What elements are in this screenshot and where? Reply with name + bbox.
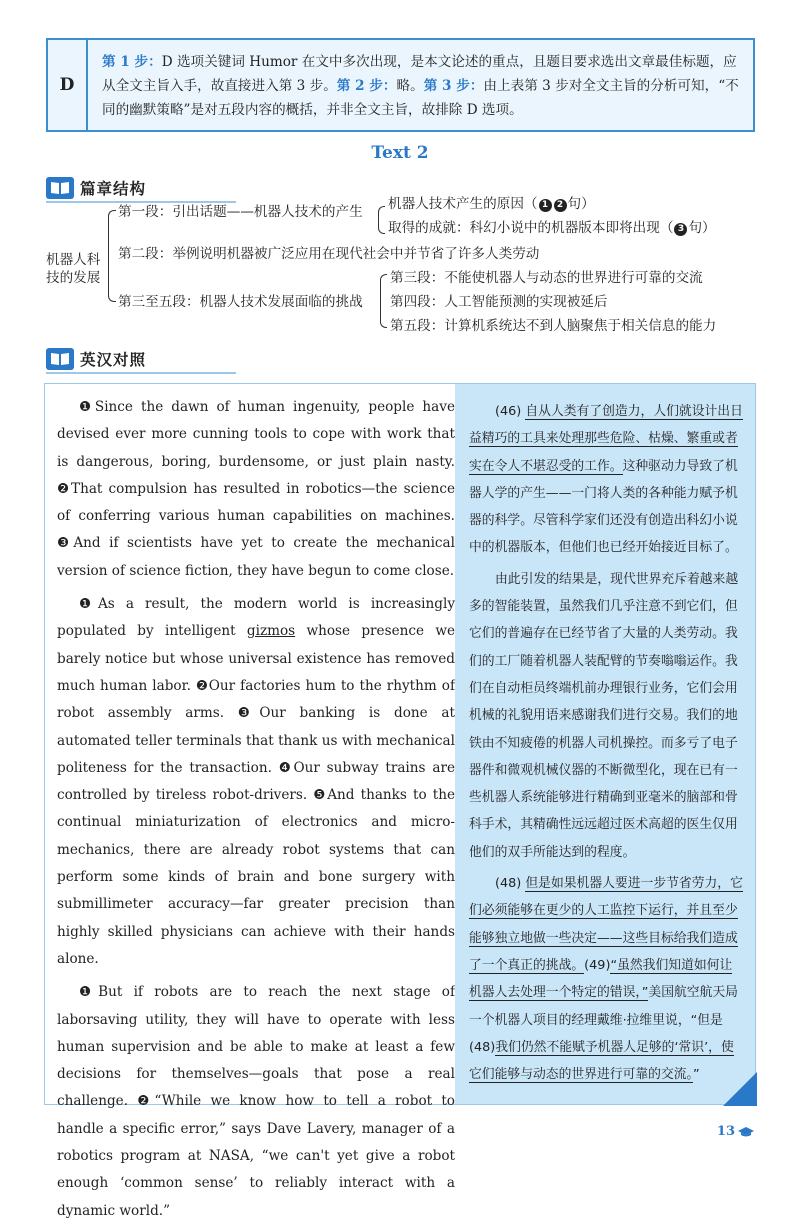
option-d-analysis-text	[88, 40, 753, 130]
english-paragraph-1: ❶Since the dawn of human ingenuity, people have devised ever more cunning tools to cope with work that is dangerous, boring, burdensome, or just plain nasty. ❷That compulsion has resulted in robotics—the science of conferring various human capabilities on machines. ❸And if scientists have yet to create the mechanical version of science fiction, they have begun to come close.	[57, 399, 455, 579]
page-number	[717, 1124, 754, 1139]
brace-main	[108, 210, 116, 302]
structure-root-line2: 技的发展	[46, 270, 101, 286]
gizmos-word: gizmos	[246, 623, 296, 640]
structure-para1: 第一段：引出话题——机器人技术的产生	[118, 204, 363, 220]
chinese-paragraph-3: (48) 但是如果机器人要进一步节省劳力，它们必须能够在更少的人工监控下运行，并且至少能够独立地做一些决定——这些目标给我们造成了一个真正的挑战。(49)“虽然我们知道如何让机器人去处理一个特定的错误，”美国航空航天局一个机器人项目的经理戴维·拉维里说，“但是(48)我们仍然不能赋予机器人足够的‘常识’，使它们能够与动态的世界进行可靠的交流。”	[469, 876, 743, 1083]
brace-para3-5	[380, 274, 387, 328]
english-paragraph-3: ❶But if robots are to reach the next stage of laborsaving utility, they will have to operate with less human supervision and be able to make at least a few decisions for themselves—goals that pose a real challenge. ❷“While we know how to tell a robot to handle a specific error,” says Dave Lavery, manager of a robotics program at NASA, “we can't yet give a robot enough ‘common sense’ to reliably interact with a dynamic world.”	[57, 984, 455, 1219]
english-text	[57, 394, 455, 1231]
step3-text: 由上表第 3 步对全文主旨的分析可知，“不同的幽默策略”是对五段内容的概括，并非全文主旨，故排除 D 选项。	[102, 78, 739, 118]
brace-para1	[378, 206, 385, 234]
english-paragraph-2: ❶As a result, the modern world is increasingly populated by intelligent gizmos whose presence we barely notice but whose universal existence has removed much human labor. ❷Our factories hum to the rhythm of robot assembly arms. ❸Our banking is done at automated teller terminals that thank us with mechanical politeness for the transaction. ❹Our subway trains are controlled by tireless robot-drivers. ❺And thanks to the continual miniaturization of electronics and micro-mechanics, there are already robot systems that can perform some kinds of brain and bone surgery with submillimeter accuracy—far greater precision than highly skilled physicians can achieve with their hands alone.	[57, 596, 455, 967]
structure-para3: 第三段：不能使机器人与动态的世界进行可靠的交流	[390, 270, 703, 286]
structure-para1-cause: 机器人技术产生的原因（ 1 2 句）	[388, 196, 595, 212]
step1-text: D 选项关键词 Humor 在文中多次出现，是本文论述的重点，且题目要求选出文章最佳标题，应从全文主旨入手，故直接进入第 3 步。	[102, 54, 737, 94]
step2-label: 第 2 步：	[336, 78, 397, 94]
section-underline	[46, 372, 236, 374]
corner-decoration	[723, 1072, 757, 1106]
structure-para4: 第四段：人工智能预测的实现被延后	[390, 294, 608, 310]
chinese-paragraph-2: 由此引发的结果是，现代世界充斥着越来越多的智能装置，虽然我们几乎注意不到它们，但它们的普遍存在已经节省了大量的人类劳动。我们的工厂随着机器人装配臂的节奏嗡嗡运作。我们在自动柜员终端机前办理银行业务，它们会用机械的礼貌用语来感谢我们进行交易。我们的地铁由不知疲倦的机器人司机操控。而多亏了电子器件和微观机械仪器的不断微型化，现在已有一些机器人系统能够进行精确到亚毫米的脑部和骨科手术，其精确性远远超过医术高超的医生仅用他们的双手所能达到的程度。	[469, 571, 739, 860]
circled-number: 3	[674, 223, 687, 236]
structure-para5: 第五段：计算机系统达不到人脑聚焦于相关信息的能力	[390, 318, 717, 334]
chinese-paragraph-1: (46) 自从人类有了创造力，人们就设计出日益精巧的工具来处理那些危险、枯燥、繁重或者实在令人不堪忍受的工作。这种驱动力导致了机器人学的产生——一门将人类的各种能力赋予机器的科学。尽管科学家们还没有创造出科幻小说中的机器版本，但他们也已经开始接近目标了。	[469, 404, 743, 556]
option-letter: D	[48, 40, 88, 130]
book-icon	[46, 177, 74, 199]
section-title: 英汉对照	[80, 351, 147, 369]
chinese-translation	[455, 384, 755, 1104]
graduation-cap-icon	[738, 1127, 754, 1137]
book-icon	[46, 348, 74, 370]
structure-para1-achievement: 取得的成就：科幻小说中的机器版本即将出现（ 3 句）	[388, 220, 716, 236]
circled-number: 1	[539, 199, 552, 212]
structure-para2: 第二段：举例说明机器被广泛应用在现代社会中并节省了许多人类劳动	[118, 246, 540, 262]
chapter-structure	[46, 196, 766, 340]
section-header-bilingual	[46, 347, 146, 371]
step2-text: 略。	[396, 78, 424, 94]
text-title: Text 2	[371, 143, 429, 163]
section-header-structure	[46, 176, 146, 200]
option-d-analysis-box	[46, 38, 755, 132]
step3-label: 第 3 步：	[423, 78, 484, 94]
circled-number: 2	[554, 199, 567, 212]
structure-para3-5: 第三至五段：机器人技术发展面临的挑战	[118, 294, 363, 310]
structure-root-line1: 机器人科	[46, 252, 101, 268]
page-number-text: 13	[716, 1124, 735, 1139]
step1-label: 第 1 步：	[102, 54, 162, 70]
section-title: 篇章结构	[80, 180, 147, 198]
